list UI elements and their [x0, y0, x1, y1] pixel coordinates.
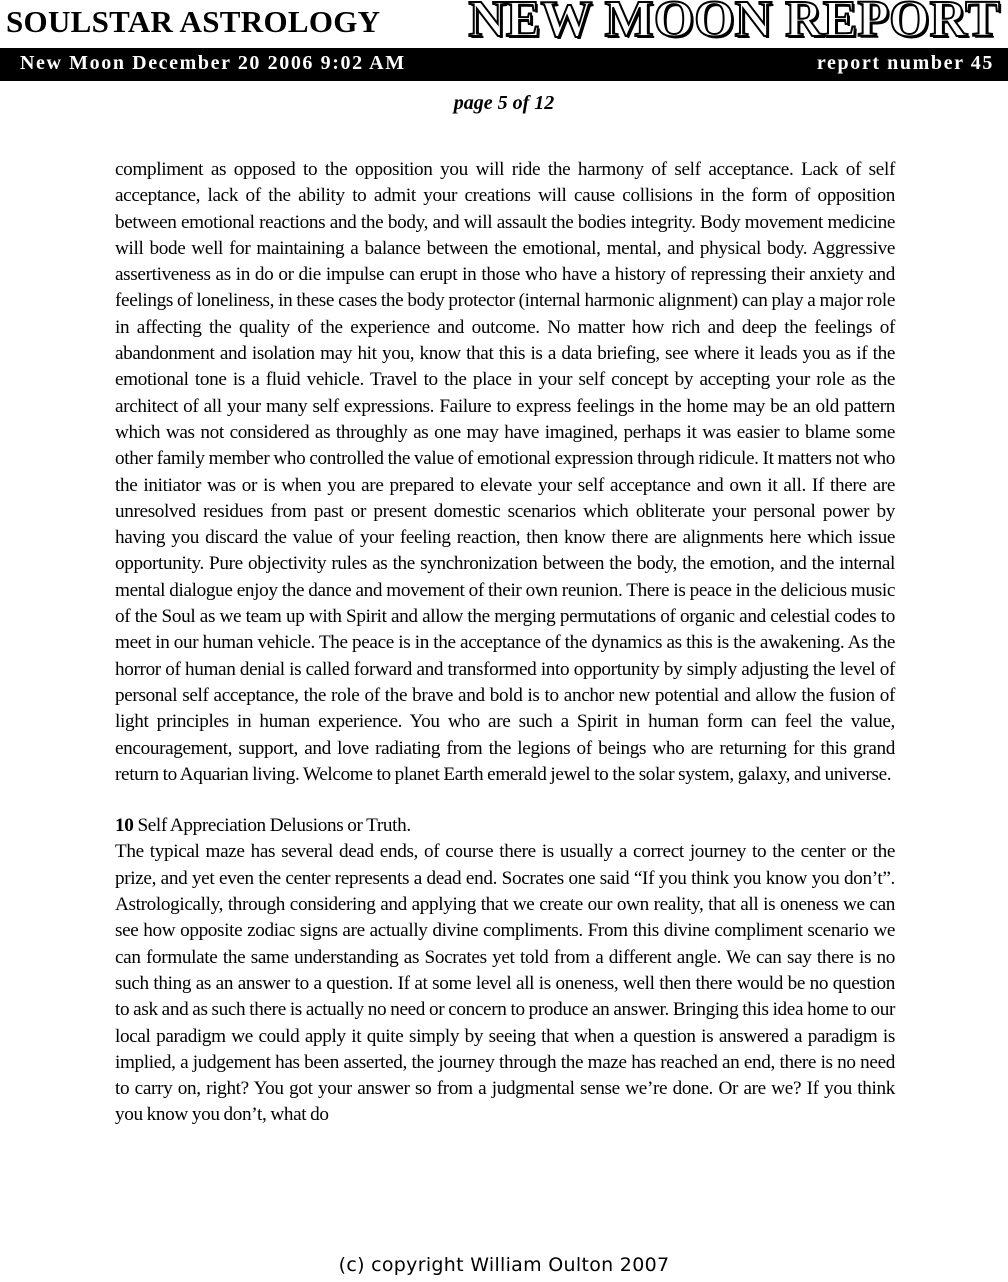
paragraph-gap: [115, 788, 895, 813]
section-title: Self Appreciation Delusions or Truth.: [133, 815, 411, 837]
info-bar: [0, 48, 1008, 81]
report-title: NEW MOON REPORT: [468, 0, 1000, 48]
copyright-footer: (c) copyright William Oulton 2007: [338, 1254, 670, 1276]
report-body: [115, 157, 895, 1129]
section-number: 10: [115, 815, 134, 837]
page-number: page 5 of 12: [453, 92, 555, 114]
body-paragraph-2: The typical maze has several dead ends, of course there is usually a correct journey to the center or the prize, and yet even the center represents a dead end. Socrates one said “If you think you know you don’t”. Astrologically, through considering and applying that we create our own reality, that all is oneness we can see how opposite zodiac signs are actually divine compliments. From this divine compliment scenario we can formulate the same understanding as Socrates yet told from a different angle. We can say there is no such thing as an answer to a question. If at some level all is oneness, well then there would be no question to ask and as such there is actually no need or concern to produce an answer. Bringing this idea home to our local paradigm we could apply it quite simply by seeing that when a question is answered a paradigm is implied, a judgement has been asserted, the journey through the maze has reached an end, there is no need to carry on, right? You got your answer so from a judgmental sense we’re done. Or are we? If you think you know you don’t, what do: [115, 841, 895, 1126]
body-paragraph-1: compliment as opposed to the opposition you will ride the harmony of self acceptance. Lack of self acceptance, lack of the ability to admit your creations will cause collisions in the form of opposition between emotional reactions and the body, and will assault the bodies integrity. Body movement medicine will bode well for maintaining a balance between the emotional, mental, and physical body. Aggressive assertiveness as in do or die impulse can erupt in those who have a history of repressing their anxiety and feelings of loneliness, in these cases the body protector (internal harmonic alignment) can play a major role in affecting the quality of the experience and outcome. No matter how rich and deep the feelings of abandonment and isolation may hit you, know that this is a data briefing, see where it leads you as if the emotional tone is a fluid vehicle. Travel to the place in your self concept by accepting your role as the architect of all your many self expressions. Failure to express feelings in the home may be an old pattern which was not considered as throughly as one may have imagined, perhaps it was easier to blame some other family member who controlled the value of emotional expression through ridicule. It matters not who the initiator was or is when you are prepared to elevate your self acceptance and own it all. If there are unresolved residues from past or present domestic scenarios which obliterate your personal power by having you discard the value of your feeling reaction, then know there are alignments here which issue opportunity. Pure objectivity rules as the synchronization between the body, the emotion, and the internal mental dialogue enjoy the dance and movement of their own reunion. There is peace in the delicious music of the Soul as we team up with Spirit and allow the merging permutations of organic and celestial codes to meet in our human vehicle. The peace is in the acceptance of the dynamics as this is the awakening. As the horror of human denial is called forward and transformed into opportunity by simply adjusting the level of personal self acceptance, the role of the brave and bold is to anchor new potential and allow the fusion of light principles in human experience. You who are such a Spirit in human form can feel the value, encouragement, support, and love radiating from the legions of beings who are returning for this grand return to Aquarian living. Welcome to planet Earth emerald jewel to the solar system, galaxy, and universe.: [115, 159, 895, 785]
section-heading: [115, 813, 895, 839]
report-number: report number 45: [816, 52, 994, 74]
brand-name: SOULSTAR ASTROLOGY: [6, 4, 381, 39]
new-moon-date: New Moon December 20 2006 9:02 AM: [20, 52, 406, 74]
masthead: [0, 0, 1008, 48]
